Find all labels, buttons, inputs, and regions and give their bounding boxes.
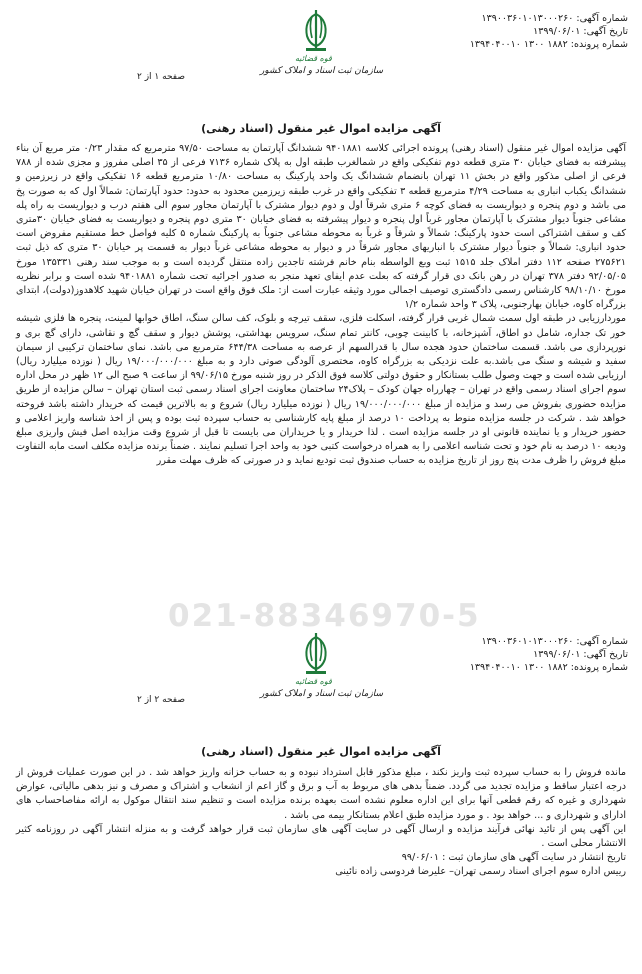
org-name: سازمان ثبت اسناد و املاک کشور: [260, 66, 384, 76]
notice-body-1: [16, 142, 626, 469]
paragraph: مانده فروش را به حساب سپرده ثبت واریز نکند ، مبلغ مذکور قابل استرداد نبوده و به حساب خزانه واریز خواهد شد . در این صورت عملیات فروش از درجه اعتبار ساقط و مزایده تجدید می گردد. ضمناً بدهی های مربوط به آب و برق و گاز اعم از انشعاب و اشتراک و مصرف و نیز بدهی مالیاتی، عوارض شهرداری و غیره که رقم قطعی آنها برای این اداره معلوم نشده است بعهده برنده مزایده است و تنظیم سند انتقال موکول به ارائه مفاصاحساب های ادارای و شهرداری و ... خواهد بود . و مورد مزایده طبق اعلام بستانکار بیمه می باشد .: [16, 767, 626, 821]
header-info-2: [408, 635, 628, 674]
phone-watermark: 021-88346970-5: [168, 598, 481, 634]
emblem-caption: قوه قضائیه: [295, 677, 332, 686]
paragraph: این آگهی پس از تائید نهائی فرآیند مزایده و ارسال آگهی در سایت آگهی های سازمان ثبت قرار خواهد گرفت و به منزله انتشار آگهی در روزنامه کثیر الانتشار محلی است .: [16, 823, 626, 850]
ad-number: شماره آگهی: ۱۳۹۰۰۳۶۰۱۰۱۳۰۰۰۲۶۰: [481, 13, 628, 24]
signature-line: رییس اداره سوم اجرای اسناد رسمی تهران– علیرضا فردوسی زاده نائینی: [335, 866, 626, 878]
file-number: شماره پرونده: ۱۸۸۲ ۱۳۰۰ ۱۳۹۴۰۴۰۰۱۰: [469, 39, 628, 50]
judiciary-emblem-icon: [298, 631, 334, 675]
ad-number: شماره آگهی: ۱۳۹۰۰۳۶۰۱۰۱۳۰۰۰۲۶۰: [481, 636, 628, 647]
file-number: شماره پرونده: ۱۸۸۲ ۱۳۰۰ ۱۳۹۴۰۴۰۰۱۰: [469, 662, 628, 673]
paragraph: تاریخ انتشار در سایت آگهی های سازمان ثبت : ۹۹/۰۶/۰۱: [401, 852, 626, 864]
paragraph: موردارزیابی در طبقه اول سمت شمال غربی قرار گرفته، اسکلت فلزی، سقف تیرچه و بلوک، کف سالن سنگ، اطاق خوابها لمینت، پنجره ها فلزی شیشه خور تک جداره، شامل دو اطاق، آشپزخانه، با کابینت چوبی، کانتر تمام سنگ، سرویس بهداشتی، پوشش دیوار و سقف گچ و نقاشی، دارای گچ بری و نورپردازی می باشد. قسمت ساختمان حدود هجده سال با قدرالسهم از عرصه به مساحت ۶۴۴/۳۸ مترمربع می باشد. نمای ساختمان ترکیبی از سیمان سفید و شیشه و سنگ می باشد.به علت نزدیکی به بزرگراه کاوه، مختصری آلودگی صوتی دارد و به مبلغ ۱۹/۰۰۰/۰۰۰/۰۰۰ ریال ( نوزده میلیارد ریال) ارزیابی شده است و جهت وصول طلب بستانکار و حقوق دولتی کلاسه فوق الذکر در روز شنبه مورخ ۹۹/۰۶/۱۵ از ساعت ۹ صبح الی ۱۲ ظهر در محل اداره سوم اجرای اسناد رسمی واقع در تهران – چهارراه جهان کودک – پلاک۲۴ ساختمان معاونت اجرای اسناد رسمی ثبت استان تهران – سالن مزایده از طریق مزایده حضوری بفروش می رسد و مزایده از مبلغ ۱۹/۰۰۰/۰۰۰/۰۰۰ ریال ( نوزده میلیارد ریال) شروع و به بالاترین قیمت که خریدار داشته باشد فروخته خواهد شد . شرکت در جلسه مزایده منوط به پرداخت ۱۰ درصد از مبلغ پایه کارشناسی به حساب سپرده ثبت بوده و پس از اخذ شناسه واریز اعلامی و حضور خریدار و یا نماینده قانونی او در جلسه مزایده است . لذا خریدار و یا خریداران می بایست تا قبل از شروع وقت مزایده اصل فیش واریزی مبلغ ودیعه ۱۰ درصد به نام خود و تحت شناسه اعلامی را به همراه درخواست کتبی خود به واحد اجرا تسلیم نمایند . ضمناً برنده مزایده مکلف است مابه التفاوت مبلغ فروش را ظرف مدت پنج روز از تاریخ مزایده به حساب صندوق ثبت تودیع نماید و در صورتی که ظرف مهلت مقرر: [16, 313, 627, 467]
paragraph: آگهی مزایده اموال غیر منقول (اسناد رهنی) پرونده اجرائی کلاسه ۹۴۰۱۸۸۱ ششدانگ آپارتمان به مساحت ۹۷/۵۰ مترمربع که مقدار ۰/۲۳ متر مربع آن بناء پیشرفته به فضای خیابان ۳۰ متری قطعه دوم تفکیکی واقع در شمالغرب طبقه اول به پلاک شماره ۷۱۳۶ فرعی از ۳۵ اصلی مفروز و مجزی شده از ۷۸۸ فرعی از اصلی مذکور واقع در بخش ۱۱ تهران بانضمام ششدانگ یک واحد پارکینگ به مساحت ۱۰/۸۰ مترمربع قطعه ۱۶ تفکیکی واقع در زیرزمین و ششدانگ یکباب انباری به مساحت ۴/۲۹ مترمربع قطعه ۳ تفکیکی واقع در غرب طبقه زیرزمین محدود به حدود: حدود آپارتمان: شمالاً اول که به صورت پخ می باشد و دوم پنجره و دیواریست به فضای کوچه ۶ متری شرقاً اول و دوم دیوار مشترک با آپارتمان مجاور سوم الی هفتم درب و دیواریست به راه پله مشاعی جنوباً دیوار مشترک با آپارتمان مجاور غرباً اول پنجره و دیوار پیشرفته به فضای خیابان ۳۰ متری دوم پنجره و دیواریست به فضای خیابان ۳۰متری کف و سقف اشتراکی است حدود پارکینگ: شمالاً و شرقاً و غرباً به محوطه مشاعی جنوباً به پارکینگ شماره ۵ کلیه فواصل خط مستقیم مفروض است حدود انباری: شمالاً و جنوباً دیوار مشترک با انباریهای مجاور شرقاً در و دیوار به محوطه مشاعی غرباً دیوار به قسمت پر خیابان ۳۰ متری که ذیل ثبت ۲۷۵۶۲۱ صفحه ۱۱۲ دفتر املاک جلد ۱۵۱۵ ثبت وبع الواسطه بنام خانم فرشته تاجدین زاده منتقل گردیده است و به موجب سند رهنی ۱۳۵۳۳۱ مورخ ۹۲/۰۵/۰۵ دفتر ۳۷۸ تهران در رهن بانک دی قرار گرفته که بعلت عدم ایفای تعهد منجر به صدور اجرائیه تحت شماره ۹۴۰۱۸۸۱ شده است و برابر نظریه مورخ ۹۸/۱۰/۱۰ کارشناس رسمی دادگستری توصیف اجمالی مورد وثیقه عبارت است از: ملک فوق واقع است در تهران خیابان شهید کلاهدوز(دولت)، ابتدای بزرگراه کاوه، خیابان بهارجنوبی، پلاک ۳ واحد شماره ۱/۲: [16, 143, 627, 311]
judiciary-emblem-icon: [298, 8, 334, 52]
ad-date: تاریخ آگهی: ۱۳۹۹/۰۶/۰۱: [533, 26, 628, 37]
emblem-caption: قوه قضائیه: [295, 54, 332, 63]
notice-title: آگهی مزایده اموال غیر منقول (اسناد رهنی): [201, 745, 441, 758]
org-name: سازمان ثبت اسناد و املاک کشور: [260, 689, 384, 699]
header-info-1: [408, 12, 628, 51]
page-label: صفحه ۱ از ۲: [137, 72, 185, 82]
ad-date: تاریخ آگهی: ۱۳۹۹/۰۶/۰۱: [533, 649, 628, 660]
page-label: صفحه ۲ از ۲: [137, 695, 185, 705]
notice-title: آگهی مزایده اموال غیر منقول (اسناد رهنی): [201, 122, 441, 135]
notice-body-2: [16, 766, 626, 880]
